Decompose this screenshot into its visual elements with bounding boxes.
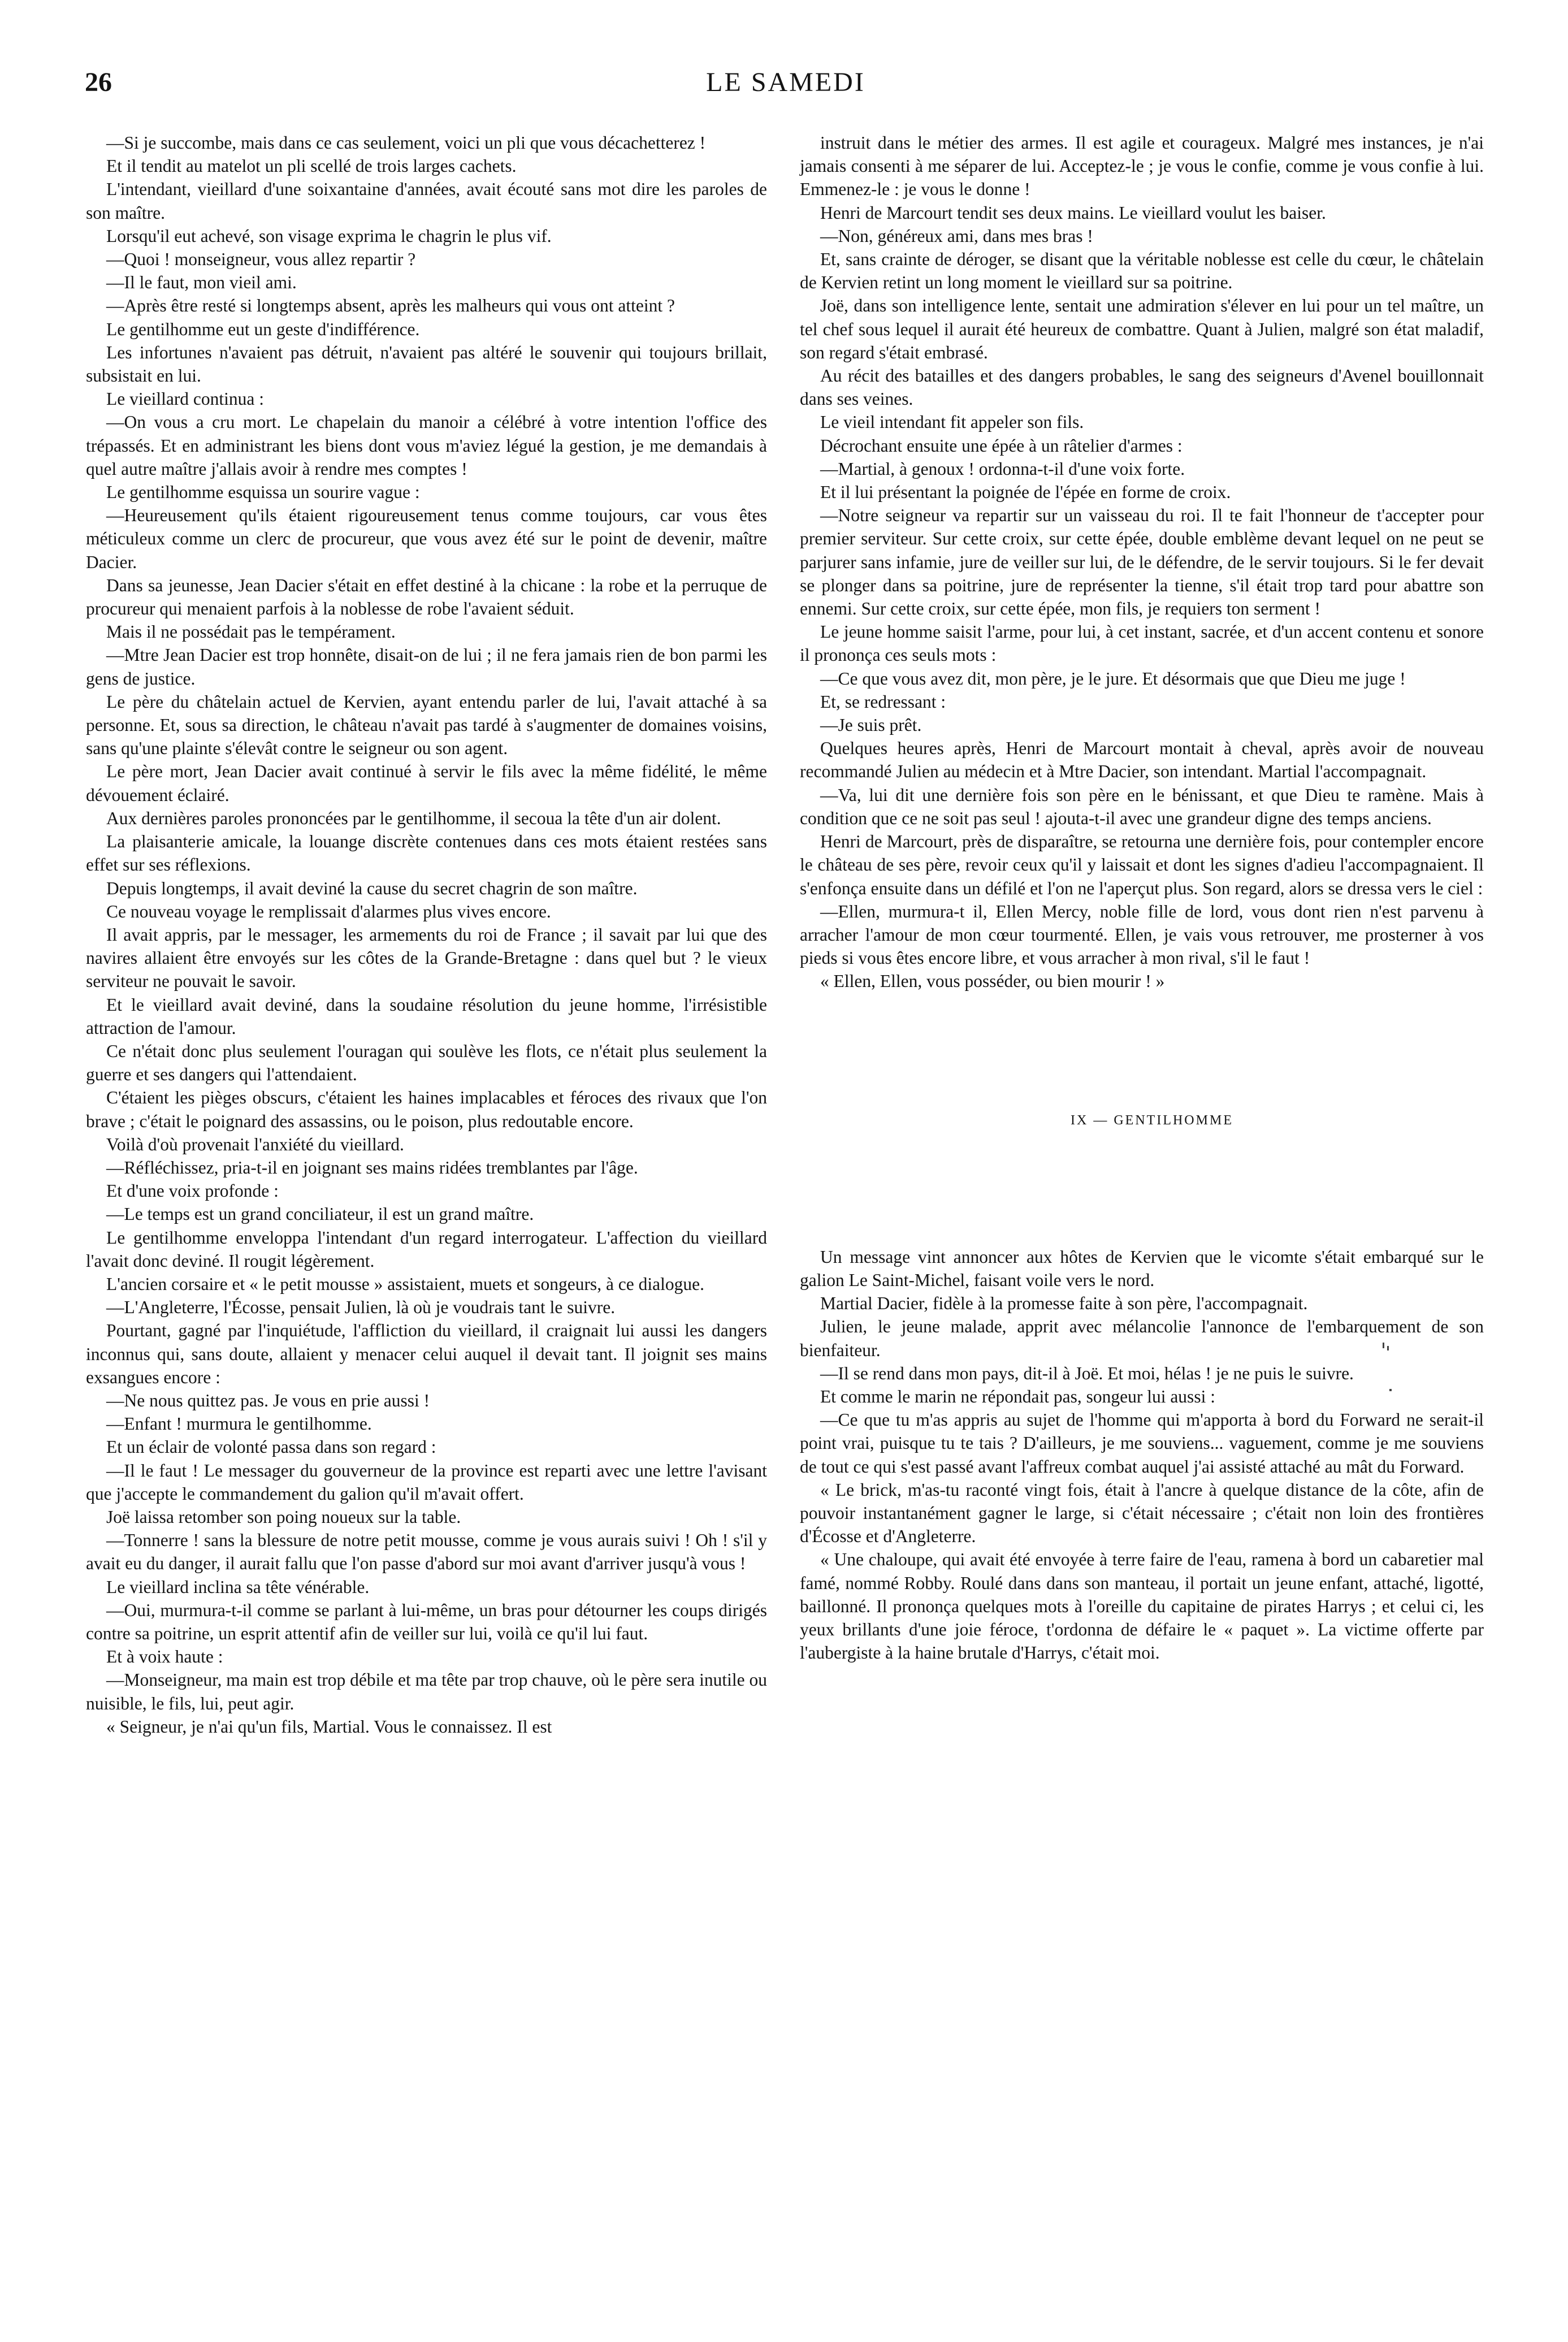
- chapter-heading: IX — GENTILHOMME: [1071, 1112, 1233, 1128]
- paragraph: —Quoi ! monseigneur, vous allez repartir ?: [106, 249, 416, 270]
- paragraph: Le gentilhomme enveloppa l'intendant d'un regard interrogateur. L'affection du vieillard l'avait donc deviné. Il rougit légèrement.: [86, 1227, 767, 1271]
- paragraph: —Réfléchissez, pria-t-il en joignant ses mains ridées tremblantes par l'âge.: [106, 1157, 638, 1178]
- paragraph: La plaisanterie amicale, la louange discrète contenues dans ces mots étaient restées sans effet sur ses réflexions.: [86, 832, 767, 875]
- paragraph: Le père du châtelain actuel de Kervien, ayant entendu parler de lui, l'avait attaché à sa personne. Et, sous sa direction, le château n'avait pas tardé à s'augmenter de domaines voisins, sans qu'une plainte s'élevât contre le seigneur ou son agent.: [86, 691, 767, 759]
- paragraph: Le vieil intendant fit appeler son fils.: [820, 412, 1084, 432]
- paragraph: L'intendant, vieillard d'une soixantaine d'années, avait écouté sans mot dire les paroles de son maître.: [86, 179, 767, 223]
- paragraph: Un message vint annoncer aux hôtes de Kervien que le vicomte s'était embarqué sur le galion Le Saint-Michel, faisant voile vers le nord.: [800, 1246, 1484, 1290]
- paragraph: —Il le faut, mon vieil ami.: [106, 272, 297, 293]
- paragraph: —Après être resté si longtemps absent, après les malheurs qui vous ont atteint ?: [106, 296, 675, 316]
- paragraph: Le jeune homme saisit l'arme, pour lui, à cet instant, sacrée, et d'un accent contenu et sonore il prononça ces seuls mots :: [800, 622, 1484, 665]
- paragraph: Et à voix haute :: [106, 1647, 223, 1667]
- paragraph: Depuis longtemps, il avait deviné la cause du secret chagrin de son maître.: [106, 878, 638, 898]
- paragraph: Le gentilhomme eut un geste d'indifférence.: [106, 319, 420, 339]
- paragraph: —L'Angleterre, l'Écosse, pensait Julien, là où je voudrais tant le suivre.: [106, 1297, 616, 1318]
- paragraph: —Si je succombe, mais dans ce cas seulement, voici un pli que vous décachetterez !: [106, 133, 706, 153]
- paragraph: Et un éclair de volonté passa dans son regard :: [106, 1437, 436, 1457]
- paragraph: —Heureusement qu'ils étaient rigoureusement tenus comme toujours, car vous êtes méticuleux comme un clerc de procureur, que vous avez été sur le point de devenir, maître Dacier.: [86, 505, 767, 572]
- paragraph: « Le brick, m'as-tu raconté vingt fois, était à l'ancre à quelque distance de la côte, afin de pouvoir instantanément gagner le large, si c'était nécessaire ; c'était non loin des frontières d'Écosse et d'Angleterre.: [800, 1479, 1484, 1547]
- paragraph: Mais il ne possédait pas le tempérament.: [106, 622, 396, 642]
- paragraph: Voilà d'où provenait l'anxiété du vieillard.: [106, 1134, 404, 1154]
- paragraph: Julien, le jeune malade, apprit avec mélancolie l'annonce de l'embarquement de son bienfaiteur.: [800, 1317, 1484, 1360]
- paragraph: Et comme le marin ne répondait pas, songeur lui aussi :: [820, 1386, 1215, 1406]
- paragraph: Joë laissa retomber son poing noueux sur la table.: [106, 1507, 461, 1527]
- paragraph: —Mtre Jean Dacier est trop honnête, disait-on de lui ; il ne fera jamais rien de bon parmi les gens de justice.: [86, 645, 767, 689]
- paragraph: Les infortunes n'avaient pas détruit, n'avaient pas altéré le souvenir qui toujours brillait, subsistait en lui.: [86, 342, 767, 386]
- paragraph: Au récit des batailles et des dangers probables, le sang des seigneurs d'Avenel bouillonnait dans ses veines.: [800, 366, 1484, 409]
- paragraph: Et d'une voix profonde :: [106, 1181, 279, 1201]
- right-column-section-b: [800, 1245, 1484, 1665]
- paragraph: Henri de Marcourt, près de disparaître, se retourna une dernière fois, pour contempler encore le château de ses père, revoir ceux qu'il y laissait et dont les signes d'adieu l'accompagnaient. Il s'enfonça ensuite dans un défilé et l'on ne l'aperçut plus. Son regard, alors se dressa vers le ciel :: [800, 832, 1484, 898]
- right-column-section-a: [800, 131, 1484, 993]
- paragraph: Décrochant ensuite une épée à un râtelier d'armes :: [820, 435, 1183, 456]
- paragraph: L'ancien corsaire et « le petit mousse » assistaient, muets et songeurs, à ce dialogue.: [106, 1274, 704, 1294]
- running-title: LE SAMEDI: [706, 67, 865, 97]
- paragraph: Ce n'était donc plus seulement l'ouragan qui soulève les flots, ce n'était plus seulement la guerre et ses dangers qui l'attendaient.: [86, 1041, 767, 1085]
- paragraph: Aux dernières paroles prononcées par le gentilhomme, il secoua la tête d'un air dolent.: [106, 808, 721, 828]
- paragraph: —Le temps est un grand conciliateur, il est un grand maître.: [106, 1204, 534, 1224]
- paragraph: —Non, généreux ami, dans mes bras !: [820, 226, 1093, 246]
- ornament-mark: [1377, 1343, 1411, 1399]
- paragraph: Quelques heures après, Henri de Marcourt montait à cheval, après avoir de nouveau recommandé Julien au médecin et à Mtre Dacier, son intendant. Martial l'accompagnait.: [800, 738, 1484, 782]
- paragraph: instruit dans le métier des armes. Il est agile et courageux. Malgré mes instances, je n'ai jamais consenti à me séparer de lui. Acceptez-le ; je vous le confie, comme je vous confie à lui. Emmenez-le : je vous le donne !: [800, 133, 1484, 200]
- paragraph: Et le vieillard avait deviné, dans la soudaine résolution du jeune homme, l'irrésistible attraction de l'amour.: [86, 994, 767, 1038]
- paragraph: « Ellen, Ellen, vous posséder, ou bien mourir ! »: [820, 971, 1165, 992]
- paragraph: —Monseigneur, ma main est trop débile et ma tête par trop chauve, où le père sera inutile ou nuisible, le fils, lui, peut agir.: [86, 1670, 767, 1713]
- paragraph: —Enfant ! murmura le gentilhomme.: [106, 1414, 372, 1434]
- paragraph: —Oui, murmura-t-il comme se parlant à lui-même, un bras pour détourner les coups dirigés contre sa poitrine, un esprit attentif afin de veiller sur lui, voilà ce qu'il lui faut.: [86, 1600, 767, 1643]
- page-header: [85, 67, 1487, 112]
- paragraph: —Ellen, murmura-t il, Ellen Mercy, noble fille de lord, vous dont rien n'est parvenu à arracher l'amour de mon cœur tourmenté. Ellen, je vais vous retrouver, me prosterner à vos pieds si vous êtes encore libre, et vous arracher à mon rival, s'il le faut !: [800, 901, 1484, 968]
- paragraph: Pourtant, gagné par l'inquiétude, l'affliction du vieillard, il craignait lui aussi les dangers inconnus qui, sans doute, allaient y menacer celui auquel il devait tant. Il joignit ses mains exsangues encore :: [86, 1321, 767, 1387]
- right-column: [800, 131, 1484, 1664]
- paragraph: —Martial, à genoux ! ordonna-t-il d'une voix forte.: [820, 458, 1185, 479]
- paragraph: Et il lui présentant la poignée de l'épée en forme de croix.: [820, 482, 1231, 503]
- paragraph: Et il tendit au matelot un pli scellé de trois larges cachets.: [106, 156, 517, 176]
- paragraph: « Seigneur, je n'ai qu'un fils, Martial. Vous le connaissez. Il est: [106, 1716, 552, 1737]
- paragraph: —Je suis prêt.: [820, 715, 922, 735]
- paragraph: Le vieillard inclina sa tête vénérable.: [106, 1577, 370, 1597]
- paragraph: —Notre seigneur va repartir sur un vaisseau du roi. Il te fait l'honneur de t'accepter pour premier serviteur. Sur cette croix, sur cette épée, double emblème devant lequel on ne peut se parjurer sans infamie, jure de veiller sur lui, de le défendre, de le servir toujours. Si le fer devait se plonger dans sa poitrine, jure de représenter la tienne, s'il était trop tard pour abattre son ennemi. Sur cette croix, sur cette épée, mon fils, je requiers ton serment !: [800, 505, 1484, 619]
- paragraph: Et, se redressant :: [820, 691, 946, 712]
- paragraph: Martial Dacier, fidèle à la promesse faite à son père, l'accompagnait.: [820, 1293, 1308, 1314]
- paragraph: Henri de Marcourt tendit ses deux mains. Le vieillard voulut les baiser.: [820, 202, 1326, 223]
- page-number: 26: [85, 67, 112, 97]
- left-column: [86, 131, 767, 1738]
- paragraph: —Ce que tu m'as appris au sujet de l'homme qui m'apporta à bord du Forward ne serait-il point vrai, puisque tu te tais ? D'ailleurs, je me souviens... vaguement, comme je me souviens de tout ce qui s'est passé avant l'affreux combat auquel j'ai assisté attaché au mât du Forward.: [800, 1410, 1484, 1477]
- paragraph: Il avait appris, par le messager, les armements du roi de France ; il savait par lui que des navires allaient être envoyés sur les côtes de la Grande-Bretagne : dans quel but ? le vieux serviteur ne pouvait le savoir.: [86, 924, 767, 992]
- paragraph: —Il le faut ! Le messager du gouverneur de la province est reparti avec une lettre l'avisant que j'accepte le commandement du galion qu'il m'avait offert.: [86, 1460, 767, 1504]
- paragraph: —Il se rend dans mon pays, dit-il à Joë. Et moi, hélas ! je ne puis le suivre.: [820, 1363, 1354, 1383]
- paragraph: —Tonnerre ! sans la blessure de notre petit mousse, comme je vous aurais suivi ! Oh ! s'il y avait eu du danger, il aurait fallu que l'on passe d'abord sur moi avant d'arriver jusqu'à vous !: [86, 1530, 767, 1574]
- section-gap: [800, 1132, 1484, 1245]
- paragraph: Ce nouveau voyage le remplissait d'alarmes plus vives encore.: [106, 901, 551, 921]
- paragraph: —Ce que vous avez dit, mon père, je le jure. Et désormais que que Dieu me juge !: [820, 668, 1406, 689]
- paragraph: « Une chaloupe, qui avait été envoyée à terre faire de l'eau, ramena à bord un cabaretier mal famé, nommé Robby. Roulé dans dans son manteau, il portait un jeune enfant, attaché, ligotté, baillonné. Il prononça quelques mots à l'oreille du capitaine de pirates Harrys ; et celui ci, les yeux brillants d'une joie féroce, t'ordonna de défaire le « paquet ». La victime offerte par l'aubergiste à la haine brutale d'Harrys, c'était moi.: [800, 1549, 1484, 1663]
- paragraph: Le vieillard continua :: [106, 389, 265, 409]
- paragraph: Le gentilhomme esquissa un sourire vague :: [106, 482, 420, 503]
- paragraph: Joë, dans son intelligence lente, sentait une admiration s'élever en lui pour un tel maître, un tel chef sous lequel il aurait été heureux de combattre. Quant à Julien, malgré son état maladif, son regard s'était embrasé.: [800, 296, 1484, 362]
- paragraph: C'étaient les pièges obscurs, c'étaient les haines implacables et féroces des rivaux que l'on brave ; c'était le poignard des assassins, ou le poison, plus redoutable encore.: [86, 1088, 767, 1131]
- paragraph: —Ne nous quittez pas. Je vous en prie aussi !: [106, 1390, 430, 1410]
- paragraph: Et, sans crainte de déroger, se disant que la véritable noblesse est celle du cœur, le châtelain de Kervien retint un long moment le vieillard sur sa poitrine.: [800, 249, 1484, 293]
- paragraph: —On vous a cru mort. Le chapelain du manoir a célébré à votre intention l'office des trépassés. Et en administrant les biens dont vous m'aviez légué la gestion, je me demandais à quel autre maître j'allais avoir à rendre mes comptes !: [86, 412, 767, 479]
- paragraph: Dans sa jeunesse, Jean Dacier s'était en effet destiné à la chicane : la robe et la perruque de procureur qui menaient parfois à la noblesse de robe l'avaient séduit.: [86, 575, 767, 619]
- paragraph: Lorsqu'il eut achevé, son visage exprima le chagrin le plus vif.: [106, 226, 552, 246]
- section-gap: [800, 993, 1484, 1109]
- paragraph: —Va, lui dit une dernière fois son père en le bénissant, et que Dieu te ramène. Mais à condition que ce ne soit pas seul ! ajouta-t-il avec une grandeur digne des temps anciens.: [800, 785, 1484, 828]
- paragraph: Le père mort, Jean Dacier avait continué à servir le fils avec la même fidélité, le même dévouement éclairé.: [86, 761, 767, 805]
